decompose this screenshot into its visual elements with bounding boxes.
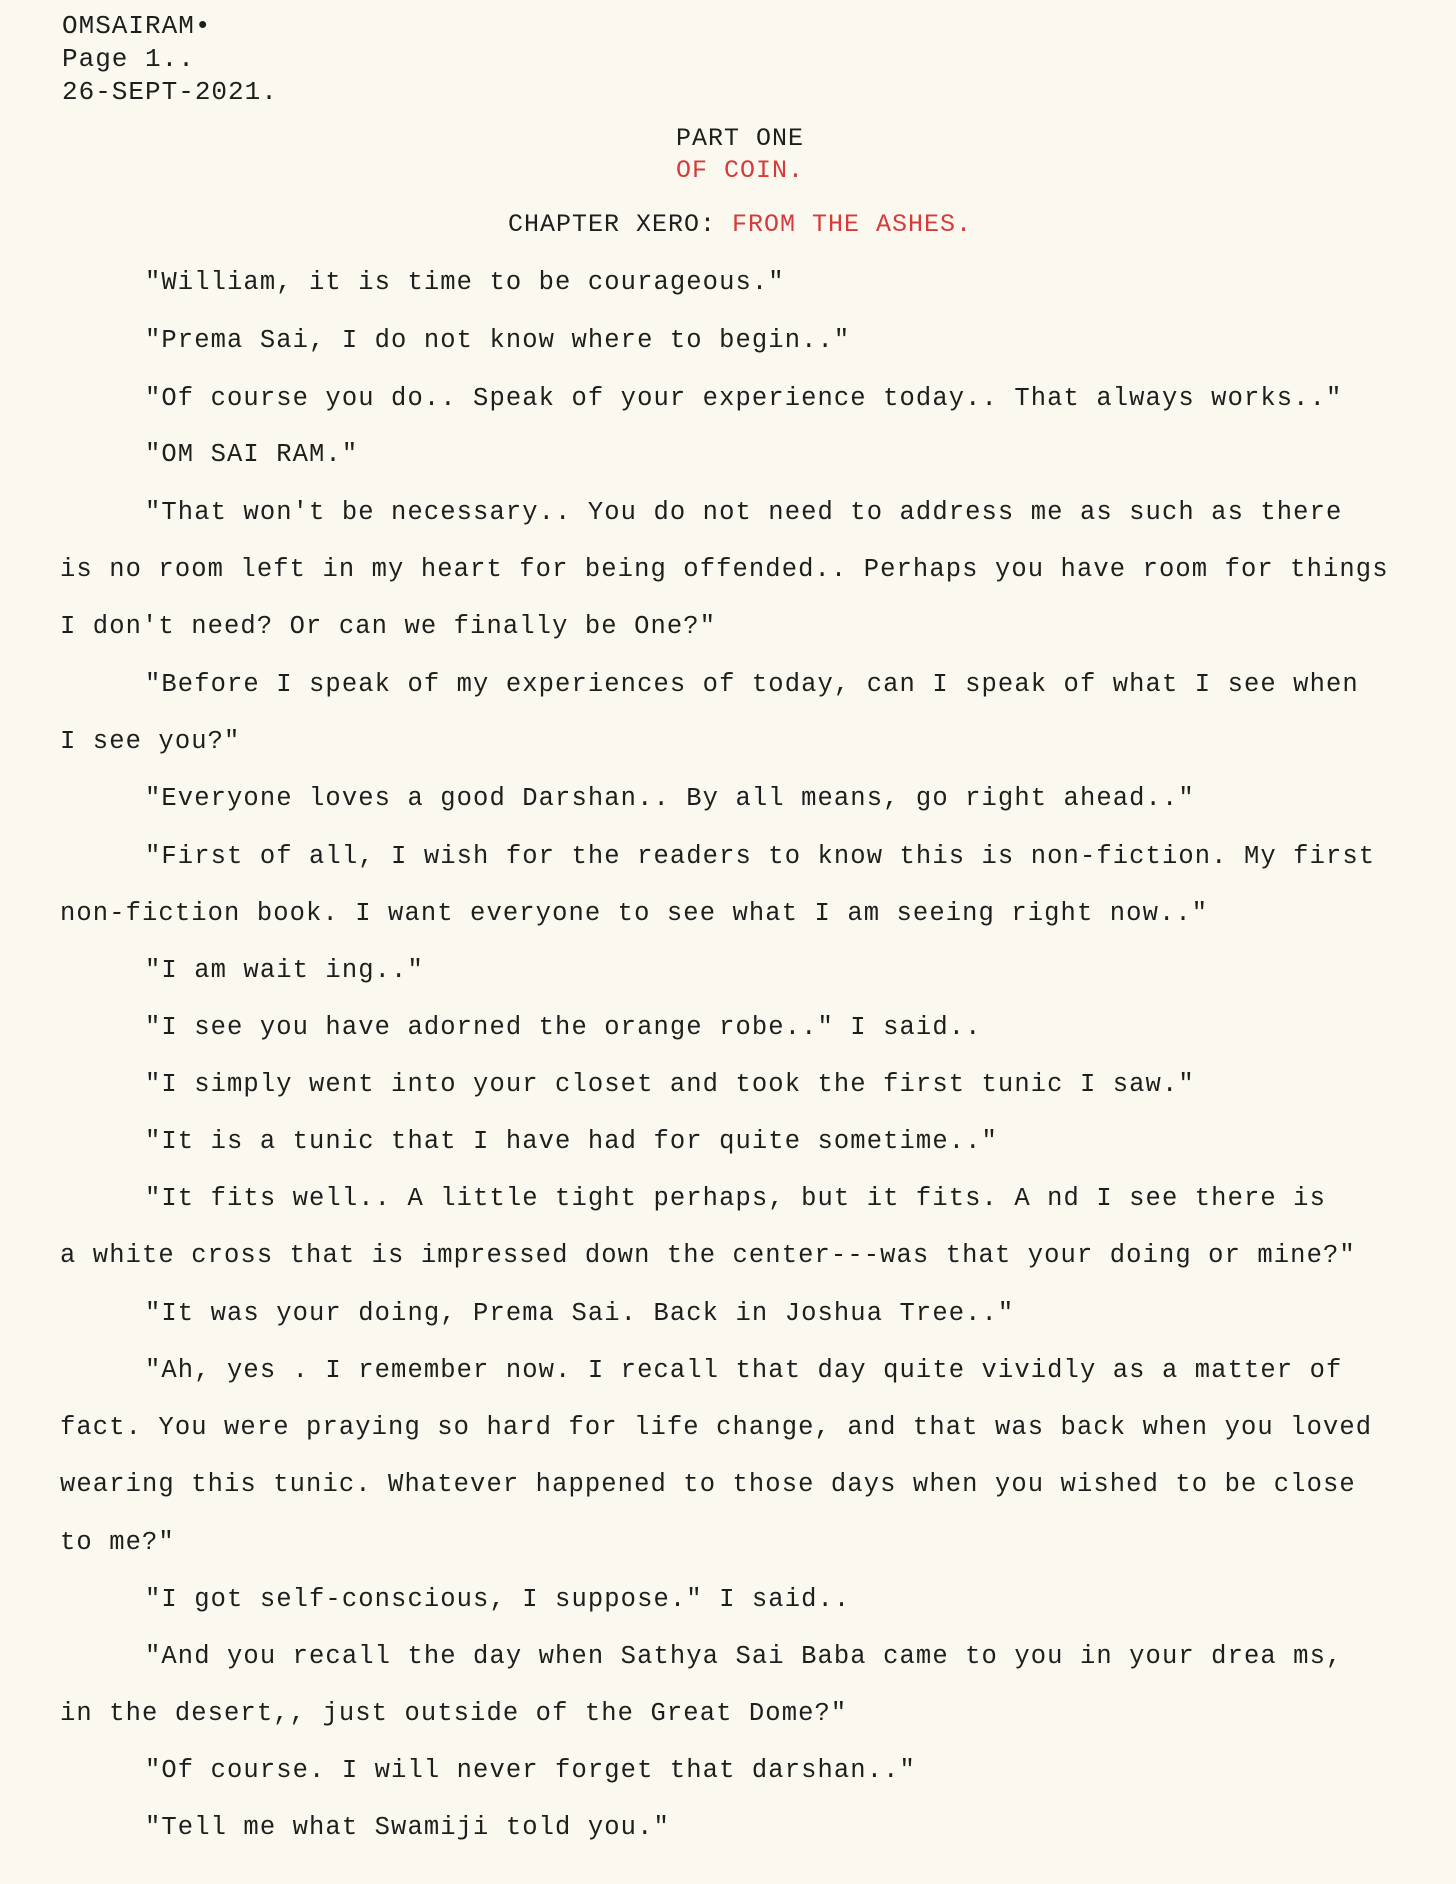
body-line: "Prema Sai, I do not know where to begin.." [145, 326, 851, 355]
header-line-1: OMSAIRAM• [62, 11, 212, 41]
body-line: a white cross that is impressed down the center---was that your doing or mine?" [60, 1241, 1356, 1270]
chapter-title [12, 210, 1456, 239]
body-line: "Ah, yes . I remember now. I recall that day quite vividly as a matter of [145, 1356, 1343, 1385]
body-line: I don't need? Or can we finally be One?" [60, 612, 717, 641]
body-line: "I am wait ing.." [145, 956, 424, 985]
body-line: "OM SAI RAM." [145, 440, 359, 469]
chapter-name: FROM THE ASHES. [732, 210, 973, 239]
chapter-prefix: CHAPTER XERO: [507, 210, 732, 239]
body-line: "It is a tunic that I have had for quite sometime.." [145, 1127, 998, 1156]
body-line: "It fits well.. A little tight perhaps, but it fits. A nd I see there is [145, 1184, 1326, 1213]
body-line: "And you recall the day when Sathya Sai Baba came to you in your drea ms, [145, 1642, 1343, 1671]
body-line: in the desert,, just outside of the Great Dome?" [60, 1699, 848, 1728]
body-line: wearing this tunic. Whatever happened to those days when you wished to be close [60, 1470, 1356, 1499]
body-line: "Of course. I will never forget that darshan.." [145, 1756, 916, 1785]
body-line: "I see you have adorned the orange robe.." I said.. [145, 1013, 982, 1042]
body-line: fact. You were praying so hard for life change, and that was back when you loved [60, 1413, 1373, 1442]
body-line: "Everyone loves a good Darshan.. By all means, go right ahead.." [145, 784, 1195, 813]
header-line-2: Page 1.. [62, 44, 195, 74]
body-line: "Tell me what Swamiji told you." [145, 1813, 670, 1842]
body-line: "First of all, I wish for the readers to know this is non-fiction. My first [145, 842, 1376, 871]
part-title: PART ONE [675, 124, 805, 153]
header-line-3: 26-SEPT-2021. [62, 77, 278, 107]
part-subtitle: OF COIN. [675, 156, 805, 185]
body-line: non-fiction book. I want everyone to see what I am seeing right now.." [60, 899, 1209, 928]
body-line: "It was your doing, Prema Sai. Back in Joshua Tree.." [145, 1299, 1015, 1328]
body-line: "I simply went into your closet and took the first tunic I saw." [145, 1070, 1195, 1099]
body-line: "That won't be necessary.. You do not need to address me as such as there [145, 498, 1343, 527]
body-line: to me?" [60, 1528, 175, 1557]
body-line: "William, it is time to be courageous." [145, 268, 785, 297]
body-line: "Before I speak of my experiences of today, can I speak of what I see when [145, 670, 1359, 699]
page-header [62, 10, 278, 109]
body-line: I see you?" [60, 727, 241, 756]
body-line: is no room left in my heart for being offended.. Perhaps you have room for things [60, 555, 1389, 584]
body-line: "Of course you do.. Speak of your experience today.. That always works.." [145, 384, 1343, 413]
body-line: "I got self-conscious, I suppose." I said.. [145, 1585, 851, 1614]
